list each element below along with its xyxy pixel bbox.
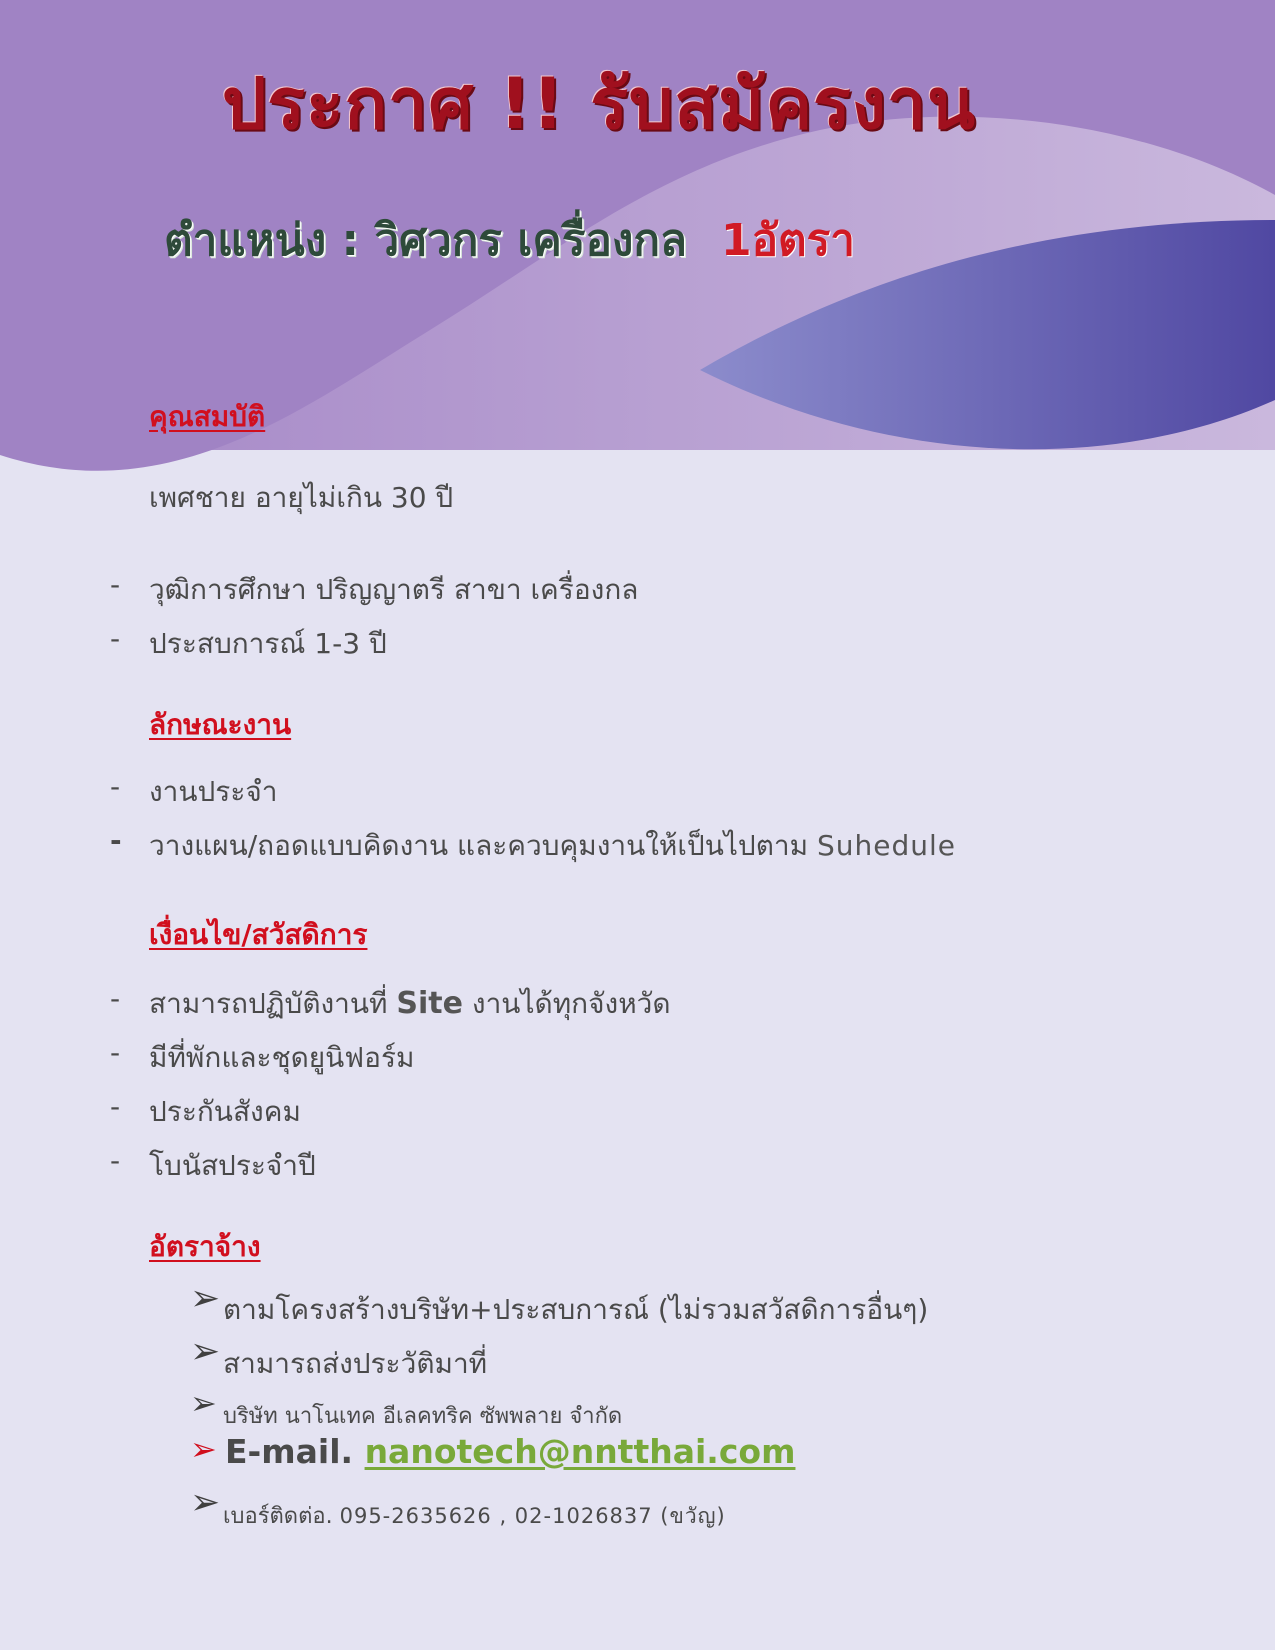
benefit-item: โบนัสประจำปี [149,1149,316,1182]
position-line [164,205,855,275]
arrow-bullet-icon: ➢ [190,1331,221,1372]
qualification-item: วุฒิการศึกษา ปริญญาตรี สาขา เครื่องกล [149,573,639,606]
email-line [225,1432,795,1471]
dash-bullet: - [110,568,121,601]
phone-number: 095-2635626 , 02-1026837 (ขวัญ) [339,1504,726,1528]
benefit-item: มีที่พักและชุดยูนิฟอร์ม [149,1041,415,1074]
email-label: E-mail. [225,1432,354,1471]
phone-label: เบอร์ติดต่อ. [223,1504,333,1529]
position-count: 1อัตรา [721,215,855,266]
benefit-item [149,982,671,1026]
arrow-bullet-icon: ➢ [190,1278,221,1319]
benefit-item-site: Site [396,986,463,1021]
page-title: ประกาศ !! รับสมัครงาน [222,63,976,145]
email-link[interactable]: nanotech@nntthai.com [364,1432,796,1471]
dash-bullet: - [110,982,121,1015]
arrow-bullet-icon: ➢ [190,1482,221,1523]
salary-item: สามารถส่งประวัติมาที่ [223,1347,488,1380]
company-name: บริษัท นาโนเทค อีเลคทริค ซัพพลาย จำกัด [223,1404,623,1429]
job-item: งานประจำ [149,775,278,808]
dash-bullet: - [110,824,122,857]
benefit-item-suffix: งานได้ทุกจังหวัด [471,987,671,1020]
arrow-bullet-icon: ➢ [190,1430,217,1468]
salary-item: ตามโครงสร้างบริษัท+ประสบการณ์ (ไม่รวมสวัสดิการอื่นๆ) [223,1293,929,1326]
job-item-text: วางแผน/ถอดแบบคิดงาน และควบคุมงานให้เป็นไปตาม [149,829,809,862]
qualifications-heading: คุณสมบัติ [149,400,266,433]
benefit-item-prefix: สามารถปฏิบัติงานที่ [149,987,388,1020]
position-label: ตำแหน่ง : วิศวกร เครื่องกล [164,215,687,266]
phone-line [223,1498,726,1533]
arrow-bullet-icon: ➢ [190,1384,217,1422]
dash-bullet: - [110,1144,121,1177]
benefit-item: ประกันสังคม [149,1095,301,1128]
dash-bullet: - [110,622,121,655]
job-item-schedule: Suhedule [816,829,957,862]
salary-heading: อัตราจ้าง [149,1230,261,1263]
qualification-item: ประสบการณ์ 1-3 ปี [149,627,387,660]
dash-bullet: - [110,770,121,803]
job-heading: ลักษณะงาน [149,708,292,741]
job-item [149,824,956,868]
dash-bullet: - [110,1090,121,1123]
dash-bullet: - [110,1036,121,1069]
benefits-heading: เงื่อนไข/สวัสดิการ [149,918,368,951]
qualifications-intro: เพศชาย อายุไม่เกิน 30 ปี [149,481,454,514]
